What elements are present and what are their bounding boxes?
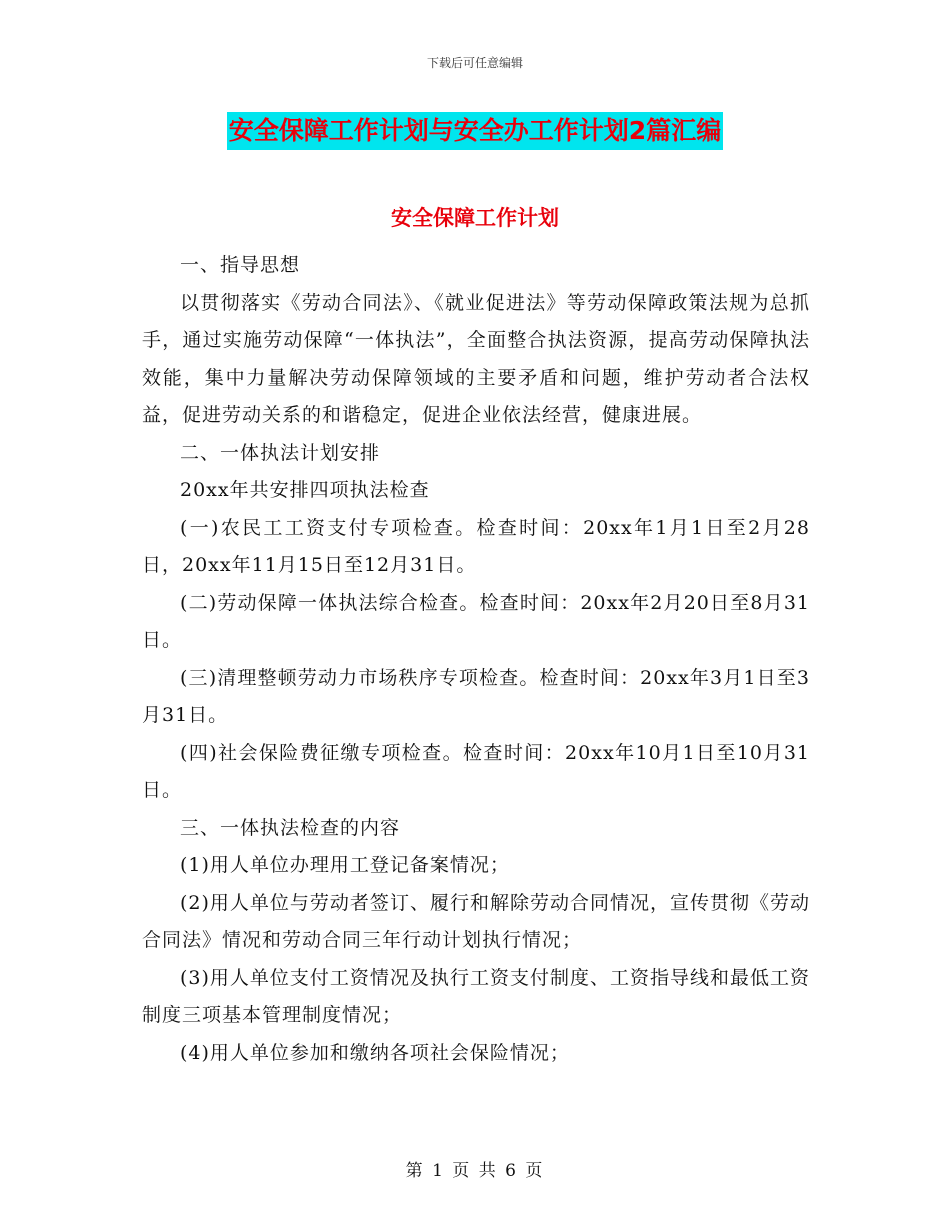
section-title: 安全保障工作计划 xyxy=(391,206,559,230)
heading-guiding-ideology: 一、指导思想 xyxy=(180,254,301,276)
paragraph-plan-item-3: (三)清理整顿劳动力市场秩序专项检查。检查时间：20xx年3月1日至3月31日。 xyxy=(142,666,810,726)
document-title xyxy=(0,112,950,150)
header-note: 下载后可任意编辑 xyxy=(426,56,523,70)
heading-inspection-content: 三、一体执法检查的内容 xyxy=(180,816,401,839)
paragraph-content-item-2: (2)用人单位与劳动者签订、履行和解除劳动合同情况，宣传贯彻《劳动合同法》情况和劳动合同三年行动计划执行情况； xyxy=(142,891,810,951)
paragraph-plan-summary: 20xx年共安排四项执法检查 xyxy=(180,479,430,501)
paragraph-content-item-4: (4)用人单位参加和缴纳各项社会保险情况； xyxy=(180,1041,570,1064)
document-body xyxy=(142,247,810,1072)
document-title-text: 安全保障工作计划与安全办工作计划2篇汇编 xyxy=(227,112,723,150)
paragraph-plan-item-4: (四)社会保险费征缴专项检查。检查时间：20xx年10月1日至10月31日。 xyxy=(142,741,810,801)
heading-enforcement-plan: 二、一体执法计划安排 xyxy=(180,441,381,464)
paragraph-plan-item-2: (二)劳动保障一体执法综合检查。检查时间：20xx年2月20日至8月31日。 xyxy=(142,591,810,651)
page-footer: 第 1 页 共 6 页 xyxy=(405,1161,545,1181)
paragraph-content-item-3: (3)用人单位支付工资情况及执行工资支付制度、工资指导线和最低工资制度三项基本管理制度情况； xyxy=(142,966,810,1026)
paragraph-content-item-1: (1)用人单位办理用工登记备案情况； xyxy=(180,854,510,876)
paragraph-guiding-ideology: 以贯彻落实《劳动合同法》、《就业促进法》等劳动保障政策法规为总抓手，通过实施劳动保障“一体执法”，全面整合执法资源，提高劳动保障执法效能，集中力量解决劳动保障领域的主要矛盾和问题，维护劳动者合法权益，促进劳动关系的和谐稳定，促进企业依法经营，健康进展。 xyxy=(142,291,810,426)
paragraph-plan-item-1: (一)农民工工资支付专项检查。检查时间：20xx年1月1日至2月28日，20xx年11月15日至12月31日。 xyxy=(142,516,810,576)
